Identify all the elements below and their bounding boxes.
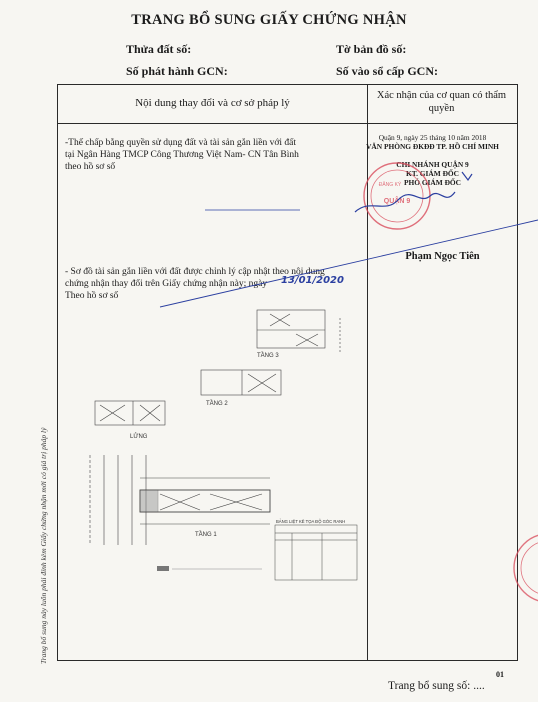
parcel-number-label: Thửa đất số: xyxy=(126,42,192,56)
mezzanine-plan xyxy=(95,401,165,425)
mortgage-line-2: tại Ngân Hàng TMCP Công Thương Việt Nam- CN Tân Bình xyxy=(65,150,299,160)
coordinate-table-title: BẢNG LIỆT KÊ TỌA ĐỘ GÓC RANH xyxy=(276,519,346,524)
plan-update-line-2: chứng nhận thay đổi trên Giấy chứng nhận này; ngày xyxy=(65,279,268,289)
kt-director: KT. GIÁM ĐỐC xyxy=(405,169,460,178)
official-stamp xyxy=(364,163,430,229)
plan-update-line-1: - Sơ đồ tài sản gắn liền với đất được chỉnh lý cập nhật theo nội dung xyxy=(65,267,325,277)
svg-text:ĐĂNG KÝ: ĐĂNG KÝ xyxy=(378,182,402,188)
floor-2-plan xyxy=(201,370,281,395)
floor-3-label: TẦNG 3 xyxy=(257,353,279,359)
registry-number-label: Số vào sổ cấp GCN: xyxy=(336,64,439,78)
coordinate-table xyxy=(275,525,357,580)
ground-floor-plan xyxy=(90,455,270,545)
mezzanine-label: LỬNG xyxy=(130,434,148,440)
floor-3-plan xyxy=(257,310,340,352)
mortgage-line-3: theo hồ sơ số xyxy=(65,162,116,172)
plan-update-line-3: Theo hồ sơ số xyxy=(65,291,119,301)
plan-legend xyxy=(157,566,262,571)
confirmation-date: Quận 9, ngày 25 tháng 10 năm 2018 xyxy=(378,133,487,142)
office-name: VĂN PHÒNG ĐKĐĐ TP. HỒ CHÍ MINH xyxy=(366,142,499,151)
supplement-page-footer: Trang bổ sung số: .... xyxy=(388,680,485,692)
map-sheet-label: Tờ bản đồ số: xyxy=(336,42,407,56)
floor-2-label: TẦNG 2 xyxy=(206,401,228,407)
mortgage-line-1: -Thế chấp bằng quyền sử dụng đất và tài sản gắn liền với đất xyxy=(65,138,296,148)
ground-floor-label: TẦNG 1 xyxy=(195,532,217,538)
changes-column-header: Nội dung thay đổi và cơ sở pháp lý xyxy=(135,97,290,109)
legal-side-note: Trang bổ sung này luôn phải đính kèm Giấy chứng nhận mới có giá trị pháp lý xyxy=(39,427,48,664)
handwritten-date: 13/01/2020 xyxy=(281,275,344,286)
page-number: 01 xyxy=(496,670,504,679)
page-title: TRANG BỔ SUNG GIẤY CHỨNG NHẬN xyxy=(131,12,407,28)
signature xyxy=(160,169,538,307)
deputy-director: PHÓ GIÁM ĐỐC xyxy=(403,178,462,187)
svg-text:QUẬN 9: QUẬN 9 xyxy=(383,198,411,205)
partial-stamp xyxy=(514,534,538,602)
signer-name: Phạm Ngọc Tiên xyxy=(405,251,480,262)
certificate-serial-label: Số phát hành GCN: xyxy=(126,64,228,78)
branch-name: CHI NHÁNH QUẬN 9 xyxy=(396,160,469,169)
confirmation-column-header: Xác nhận của cơ quan có thẩm quyền xyxy=(376,90,507,114)
